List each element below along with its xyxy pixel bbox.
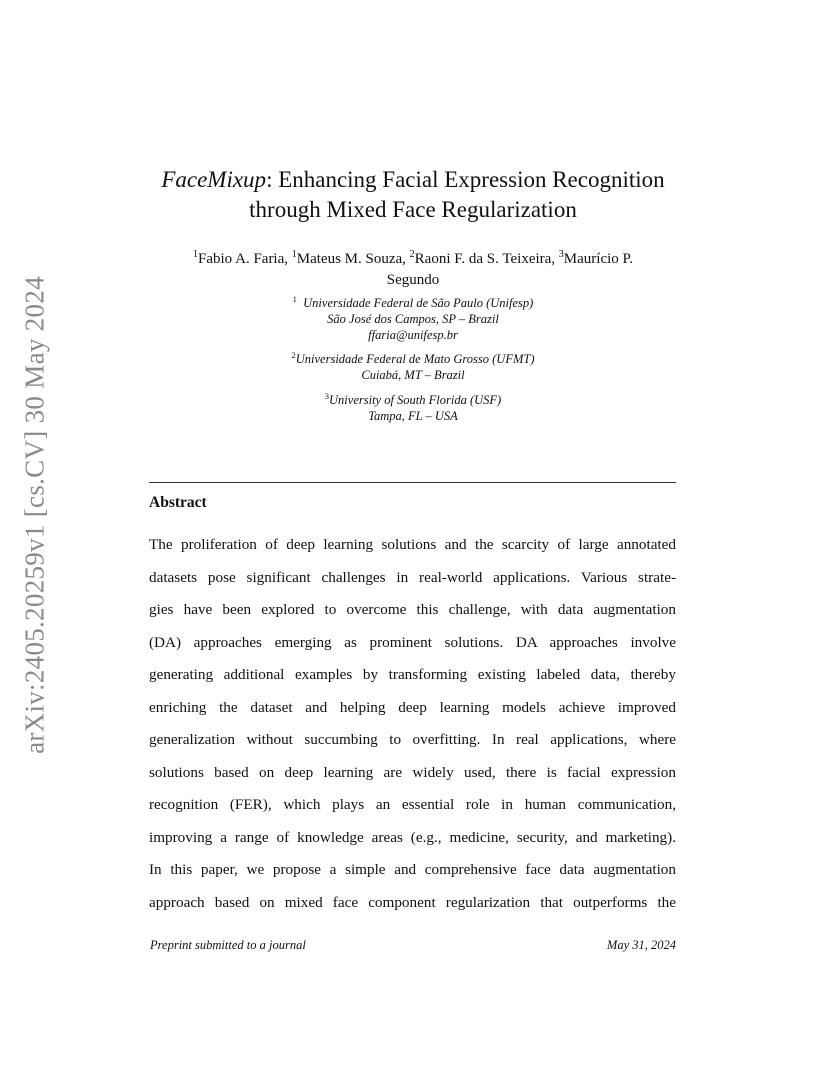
author-3-name: Raoni F. da S. Teixeira, [414, 251, 556, 267]
author-line-2: Segundo [386, 272, 440, 288]
affiliation-1 [140, 291, 686, 343]
footer-date: May 31, 2024 [606, 938, 676, 952]
arxiv-stamp-text: arXiv:2405.20259v1 [cs.CV] 30 May 2024 [19, 276, 50, 754]
abstract-line: datasets pose significant challenges in real-world applications. Various strate- [149, 568, 676, 586]
affiliation-1-line-1: Universidade Federal de São Paulo (Unifesp) [303, 296, 534, 311]
affiliation-3-line-1: University of South Florida (USF) [329, 393, 502, 408]
abstract-line: generalization without succumbing to overfitting. In real applications, where [149, 731, 676, 748]
abstract-line: approach based on mixed face component regularization that outperforms the [149, 893, 676, 911]
abstract-body [149, 534, 676, 924]
abstract-line: The proliferation of deep learning solutions and the scarcity of large annotated [149, 536, 676, 553]
title-italic-part: FaceMixup [161, 167, 267, 192]
affiliation-2-line-1: Universidade Federal de Mato Grosso (UFMT) [295, 352, 535, 367]
author-2-name: Mateus M. Souza, [296, 251, 406, 267]
abstract-line: gies have been explored to overcome this challenge, with data augmentation [149, 601, 676, 618]
abstract-line: solutions based on deep learning are widely used, there is facial expression [149, 763, 676, 781]
abstract-line: improving a range of knowledge areas (e.g., medicine, security, and marketing). [149, 828, 676, 846]
title-rest-line-1: : Enhancing Facial Expression Recognition [266, 167, 665, 192]
author-1-sup: 1 [193, 249, 199, 260]
author-line-1 [140, 244, 686, 270]
affiliation-2-sup: 2 [291, 350, 296, 360]
abstract-line: In this paper, we propose a simple and comprehensive face data augmentation [149, 861, 676, 878]
affiliation-2 [140, 347, 686, 383]
affiliation-2-line-2: Cuiabá, MT – Brazil [361, 368, 465, 383]
abstract-line: enriching the dataset and helping deep learning models achieve improved [149, 698, 676, 716]
title-line-2: through Mixed Face Regularization [249, 197, 577, 222]
abstract-line: generating additional examples by transforming existing labeled data, thereby [149, 666, 676, 683]
author-list [140, 244, 686, 291]
author-2-sup: 1 [291, 249, 297, 260]
affiliation-1-sup: 1 [292, 294, 297, 304]
author-4-sup: 3 [558, 249, 564, 260]
paper-title [120, 165, 706, 225]
affiliation-1-email: ffaria@unifesp.br [368, 328, 458, 343]
affiliation-1-line-2: São José dos Campos, SP – Brazil [327, 312, 499, 327]
title-line-1 [120, 165, 706, 195]
abstract-line: recognition (FER), which plays an essential role in human communication, [149, 796, 676, 813]
abstract-line: (DA) approaches emerging as prominent solutions. DA approaches involve [149, 633, 676, 651]
affiliation-3-line-2: Tampa, FL – USA [368, 409, 458, 424]
horizontal-rule [149, 482, 676, 483]
abstract-heading: Abstract [149, 494, 207, 511]
footer-preprint-note: Preprint submitted to a journal [150, 938, 306, 952]
author-3-sup: 2 [409, 249, 415, 260]
author-1-name: Fabio A. Faria, [198, 251, 289, 267]
author-4-name: Maurício P. [563, 251, 633, 267]
affiliation-3 [140, 388, 686, 424]
arxiv-stamp [10, 270, 60, 760]
affiliation-3-sup: 3 [324, 391, 330, 401]
